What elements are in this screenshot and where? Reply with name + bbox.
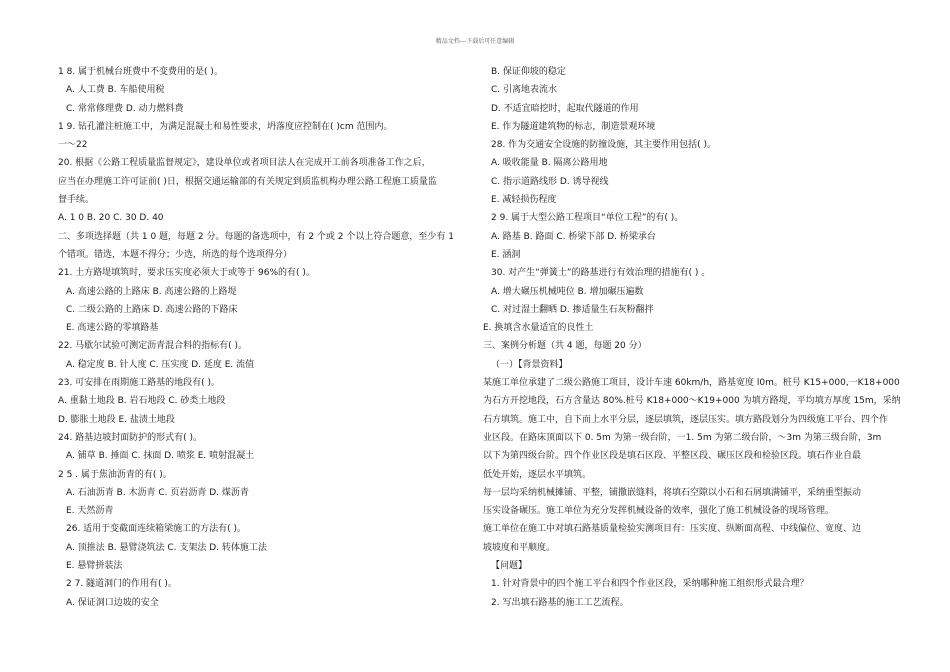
text-line: 低处开始，逐层水平填筑。 <box>483 469 592 480</box>
text-line: A. 顶推法 B. 悬臂浇筑法 C. 支架法 D. 转体施工法 <box>66 542 267 553</box>
text-line: E. 悬臂拼装法 <box>66 561 123 572</box>
text-line: E. 减轻损伤程度 <box>491 195 557 206</box>
text-line: A. 高速公路的上路床 B. 高速公路的上路堤 <box>66 286 237 297</box>
text-line: B. 保证仰坡的稳定 <box>491 67 566 77</box>
text-line: 21. 土方路堤填筑时，要求压实度必须大于或等于 96%的有( )。 <box>58 268 315 279</box>
text-line: 【问题】 <box>491 561 528 572</box>
text-line: C. 对过湿土翻晒 D. 掺适量生石灰粉翻拌 <box>491 304 654 315</box>
text-line: 某施工单位承建了二级公路施工项目，设计车速 60km/h，路基宽度 l0m。桩号 K15+000,一K18+000 <box>483 378 900 389</box>
text-line: A. 吸收能量 B. 隔离公路用地 <box>491 158 608 169</box>
text-line: D. 膨胀土地段 E. 盐渍土地段 <box>58 414 175 425</box>
text-line: A. 铺草 B. 捶面 C. 抹面 D. 喷浆 E. 喷射混凝土 <box>66 451 255 462</box>
text-line: 2 9. 属于大型公路工程项目“单位工程”的有( )。 <box>491 213 684 224</box>
text-line: 为石方开挖地段，石方含量达 80%.桩号 K18+000～K19+000 为填方路堤，平均填方厚度 15m，采纳 <box>483 396 901 407</box>
text-line: 督手续。 <box>58 195 95 206</box>
text-line: 22. 马歇尔试验可测定沥青混合料的指标有( )。 <box>58 341 248 352</box>
text-line: E. 天然沥青 <box>66 506 114 517</box>
text-line: E. 换填含水量适宜的良性土 <box>483 323 594 334</box>
text-line: A. 石油沥青 B. 木沥青 C. 页岩沥青 D. 煤沥青 <box>66 487 249 498</box>
text-line: 24. 路基边坡封面防护的形式有( )。 <box>58 432 203 443</box>
text-line: A. 1 0 B. 20 C. 30 D. 40 <box>58 213 164 224</box>
text-line: （一）【背景资料】 <box>491 359 568 370</box>
text-line: 压实设备碾压。施工单位为充分发挥机械设备的效率，强化了施工机械设备的现场管理。 <box>483 506 835 517</box>
text-line: A. 重黏土地段 B. 岩石地段 C. 砂类土地段 <box>58 396 226 407</box>
text-line: A. 稳定度 B. 针人度 C. 压实度 D. 延度 E. 流值 <box>66 359 255 370</box>
text-line: C. 二级公路的上路床 D. 高速公路的下路床 <box>66 304 238 315</box>
text-line: 以下为第四级台阶。四个作业区段是填石区段、平整区段、碾压区段和检验区段。填石作业自最 <box>483 451 862 462</box>
text-line: A. 保证洞口边坡的安全 <box>66 597 159 608</box>
text-line: 应当在办理施工许可证前( )日，根据交通运输部的有关规定到质监机构办理公路工程施工质量监 <box>58 176 437 187</box>
text-line: 个错项。错选，本题不得分；少选，所选的每个选项得分） <box>58 249 293 260</box>
left-column <box>58 63 478 612</box>
text-line: 2 7. 隧道洞门的作用有( )。 <box>66 579 177 590</box>
text-line: 20. 根据《公路工程质量监督规定》，建设单位或者项目法人在完成开工前各项准备工作之后， <box>58 158 431 169</box>
text-line: E. 高速公路的零填路基 <box>66 323 159 334</box>
text-line: 26. 适用于变截面连续箱梁施工的方法有( )。 <box>66 524 247 535</box>
text-line: A. 路基 B. 路面 C. 桥梁下部 D. 桥梁承台 <box>491 231 656 242</box>
text-line: A. 人工费 B. 车船使用税 <box>66 85 165 96</box>
text-line: C. 引离地表流水 <box>491 85 558 96</box>
text-line: 坡坡度和平顺度。 <box>483 542 556 553</box>
text-line: E. 作为隧道建筑物的标志，制造景观环境 <box>491 121 656 132</box>
text-line: 1 9. 钻孔灌注桩施工中，为满足混凝土和易性要求，坍落度应控制在( )cm 范围内。 <box>58 121 393 132</box>
text-line: 每一层均采纳机械摊铺、平整，铺撒嵌缝料，将填石空隙以小石和石屑填满铺平，采纳重型振动 <box>483 487 862 498</box>
right-column <box>483 63 907 612</box>
text-line: 2 5 . 属于焦油沥青的有( )。 <box>58 469 172 480</box>
text-line: 23. 可安排在雨期施工路基的地段有( )。 <box>58 378 221 389</box>
text-line: 1 8. 属于机械台班费中不变费用的是( )。 <box>58 67 223 77</box>
text-line: C. 常常修理费 D. 动力燃料费 <box>66 103 184 114</box>
text-line: 一～22 <box>58 140 88 151</box>
text-line: D. 不适宜暗挖时，起取代隧道的作用 <box>491 103 639 114</box>
text-line: 30. 对产生“弹簧土”的路基进行有效治理的措施有( ) 。 <box>491 268 711 279</box>
text-line: 业区段。在路床顶面以下 0. 5m 为第一级台阶，一1. 5m 为第二级台阶，～3m 为第三级台阶，3m <box>483 432 882 443</box>
text-line: 石方填筑。施工中，自下而上水平分层，逐层填筑，逐层压实。填方路段划分为四级施工平台、四个作 <box>483 414 889 425</box>
text-line: 施工单位在施工中对填石路基质量检验实测项目有：压实度、纵断面高程、中线偏位、宽度、边 <box>483 524 862 535</box>
text-line: A. 增大碾压机械吨位 B. 增加碾压遍数 <box>491 286 644 297</box>
text-line: 三、案例分析题（共 4 题，每题 20 分） <box>483 341 647 352</box>
text-line: 28. 作为交通安全设施的防撞设施，其主要作用包括( )。 <box>491 140 717 151</box>
text-line: 2. 写出填石路基的施工工艺流程。 <box>491 597 629 608</box>
text-line: E. 涵洞 <box>491 249 521 260</box>
text-line: C. 指示道路线形 D. 诱导视线 <box>491 176 609 187</box>
header-note: 精品文档---下载后可任意编辑 <box>435 38 515 45</box>
text-line: 1. 针对背景中的四个施工平台和四个作业区段，采纳哪种施工组织形式最合理？ <box>491 579 809 590</box>
text-line: 二、多项选择题（共 1 0 题，每题 2 分。每题的备选项中，有 2 个或 2 个以上符合题意，至少有 1 <box>58 231 454 242</box>
